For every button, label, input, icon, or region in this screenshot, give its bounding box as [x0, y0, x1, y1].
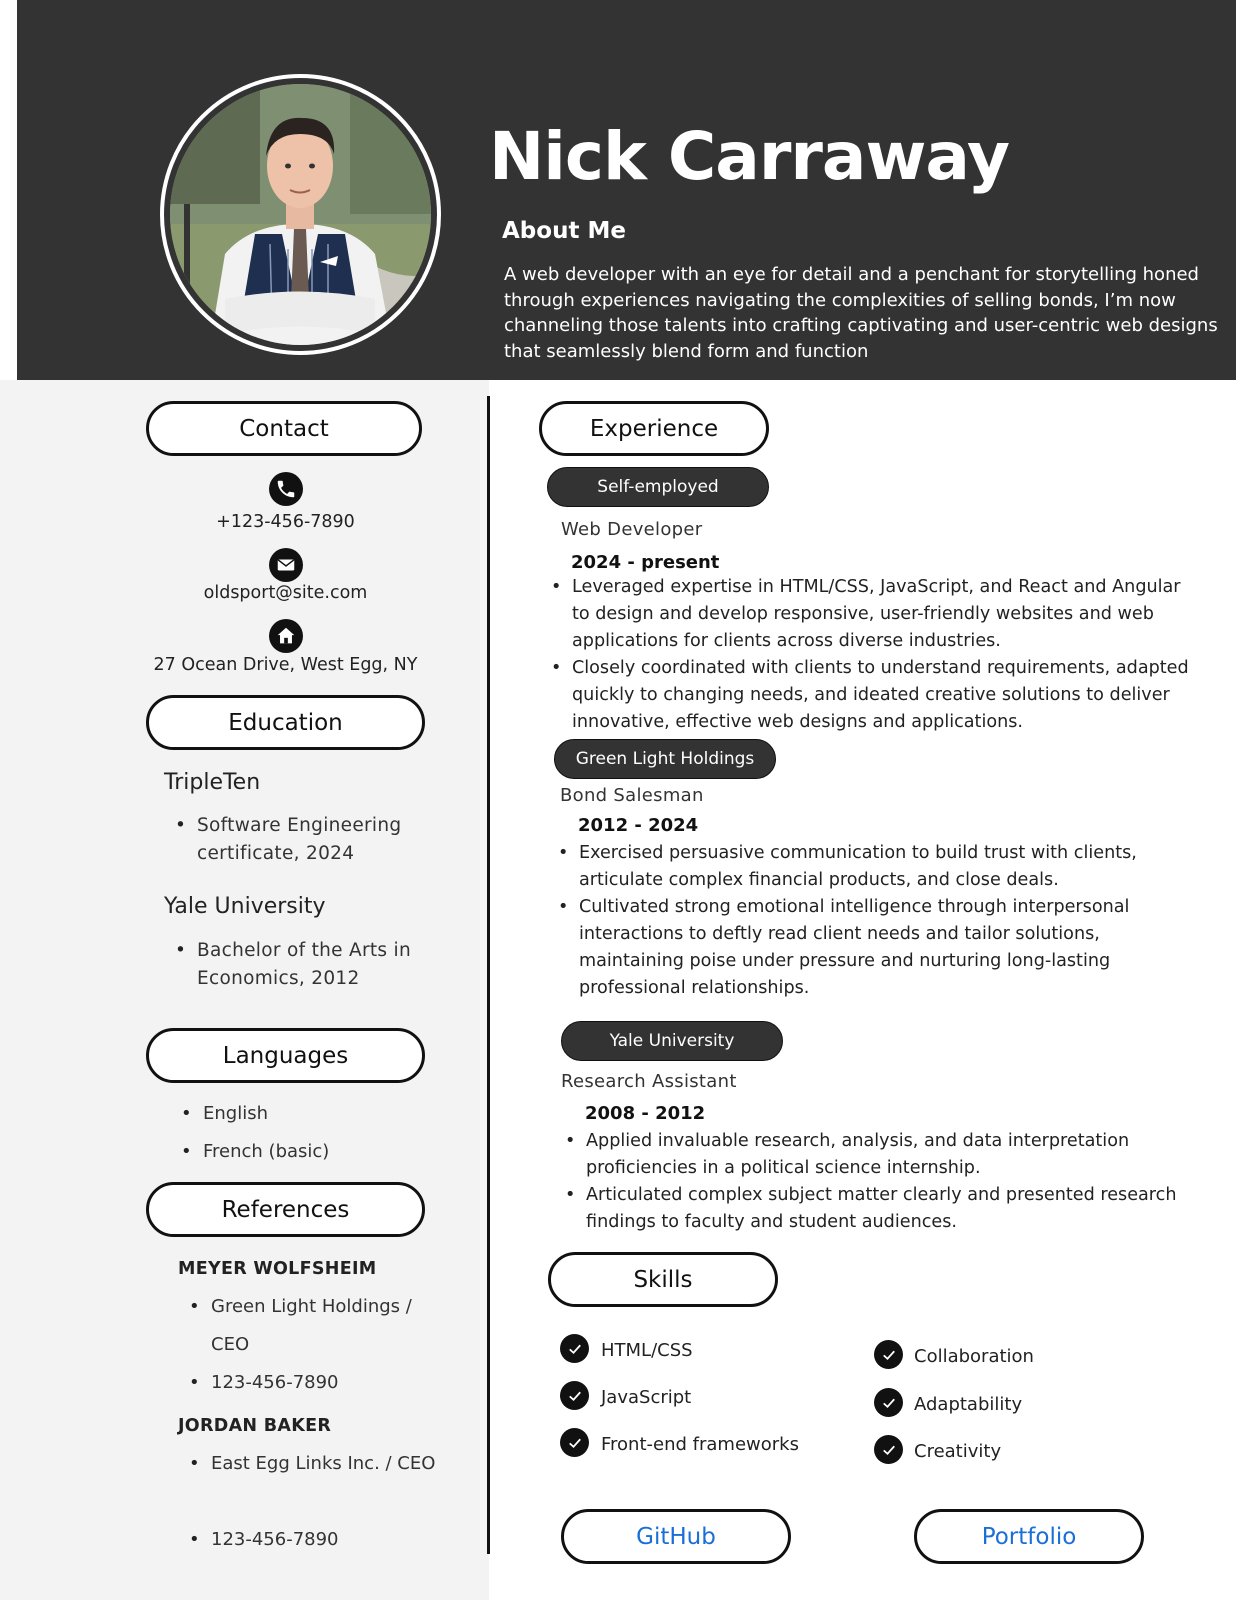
reference-phone: • 123-456-7890: [211, 1364, 451, 1402]
checkmark-icon: [874, 1340, 903, 1369]
school-name: Yale University: [164, 894, 326, 919]
job-bullet: • Leveraged expertise in HTML/CSS, JavaScript, and React and Angular to design and develop responsive, user-friendly websites and web applications for clients across diverse industries.: [572, 574, 1202, 655]
portfolio-link-button[interactable]: Portfolio: [914, 1509, 1144, 1564]
job-dates: 2012 - 2024: [578, 815, 699, 836]
checkmark-icon: [560, 1334, 589, 1363]
job-role: Web Developer: [561, 519, 703, 540]
about-me-heading: About Me: [502, 218, 626, 244]
skill-item: Front-end frameworks: [601, 1434, 799, 1455]
email-icon: [269, 548, 303, 582]
company-badge: Yale University: [561, 1021, 783, 1061]
reference-phone: • 123-456-7890: [211, 1521, 451, 1559]
checkmark-icon: [874, 1388, 903, 1417]
person-name: Nick Carraway: [489, 118, 1009, 195]
checkmark-icon: [560, 1428, 589, 1457]
job-role: Research Assistant: [561, 1071, 737, 1092]
job-bullet-list: [586, 1128, 1186, 1236]
column-divider: [487, 396, 490, 1554]
job-bullet: • Closely coordinated with clients to understand requirements, adapted quickly to changing needs, and ideated creative solutions to deliver innovative, effective web designs and applications.: [572, 655, 1202, 736]
job-bullet: • Cultivated strong emotional intelligence through interpersonal interactions to deftly read client needs and tailor solutions, maintaining poise under pressure and nurturing long-lasting professional relationships.: [579, 894, 1199, 1002]
skill-item: Adaptability: [914, 1394, 1023, 1415]
school-detail: • Bachelor of the Arts in Economics, 2012: [197, 937, 437, 993]
school-name: TripleTen: [164, 770, 261, 795]
checkmark-icon: [874, 1435, 903, 1464]
school-detail: • Software Engineering certificate, 2024: [197, 812, 437, 868]
company-badge: Green Light Holdings: [554, 739, 776, 779]
header-banner: [17, 0, 1236, 380]
reference-name: JORDAN BAKER: [178, 1416, 332, 1436]
language-item: • English: [203, 1103, 268, 1124]
contact-heading-pill: Contact: [146, 401, 422, 456]
checkmark-icon: [560, 1381, 589, 1410]
job-bullet-list: [579, 840, 1199, 1002]
contact-address: 27 Ocean Drive, West Egg, NY: [153, 655, 418, 675]
contact-phone[interactable]: +123-456-7890: [216, 512, 355, 532]
reference-org: • East Egg Links Inc. / CEO: [211, 1445, 451, 1483]
contact-email[interactable]: oldsport@site.com: [203, 583, 368, 603]
reference-name: MEYER WOLFSHEIM: [178, 1259, 377, 1279]
languages-heading-pill: Languages: [146, 1028, 425, 1083]
job-bullet: • Applied invaluable research, analysis, and data interpretation proficiencies in a political science internship.: [586, 1128, 1186, 1182]
home-icon: [269, 619, 303, 653]
job-bullet-list: [572, 574, 1202, 736]
job-bullet: • Articulated complex subject matter clearly and presented research findings to faculty and student audiences.: [586, 1182, 1186, 1236]
skills-heading-pill: Skills: [548, 1252, 778, 1307]
education-heading-pill: Education: [146, 695, 425, 750]
phone-icon: [269, 472, 303, 506]
skill-item: Collaboration: [914, 1346, 1034, 1367]
profile-photo-illustration: [170, 84, 431, 345]
language-item: • French (basic): [203, 1141, 329, 1162]
profile-photo-frame: [160, 74, 441, 355]
skill-item: HTML/CSS: [601, 1340, 693, 1361]
job-bullet: • Exercised persuasive communication to build trust with clients, articulate complex financial products, and close deals.: [579, 840, 1199, 894]
company-badge: Self-employed: [547, 467, 769, 507]
skill-item: Creativity: [914, 1441, 1002, 1462]
reference-org: • Green Light Holdings / CEO: [211, 1288, 451, 1364]
job-dates: 2008 - 2012: [585, 1103, 706, 1124]
job-role: Bond Salesman: [560, 785, 704, 806]
experience-heading-pill: Experience: [539, 401, 769, 456]
profile-photo: [170, 84, 431, 345]
references-heading-pill: References: [146, 1182, 425, 1237]
skill-item: JavaScript: [601, 1387, 692, 1408]
about-me-text: A web developer with an eye for detail and a penchant for storytelling honed through experiences navigating the complexities of selling bonds, I’m now channeling those talents into crafting captivating and user-centric web designs that seamlessly blend form and function: [504, 264, 1218, 362]
job-dates: 2024 - present: [571, 552, 720, 573]
github-link-button[interactable]: GitHub: [561, 1509, 791, 1564]
